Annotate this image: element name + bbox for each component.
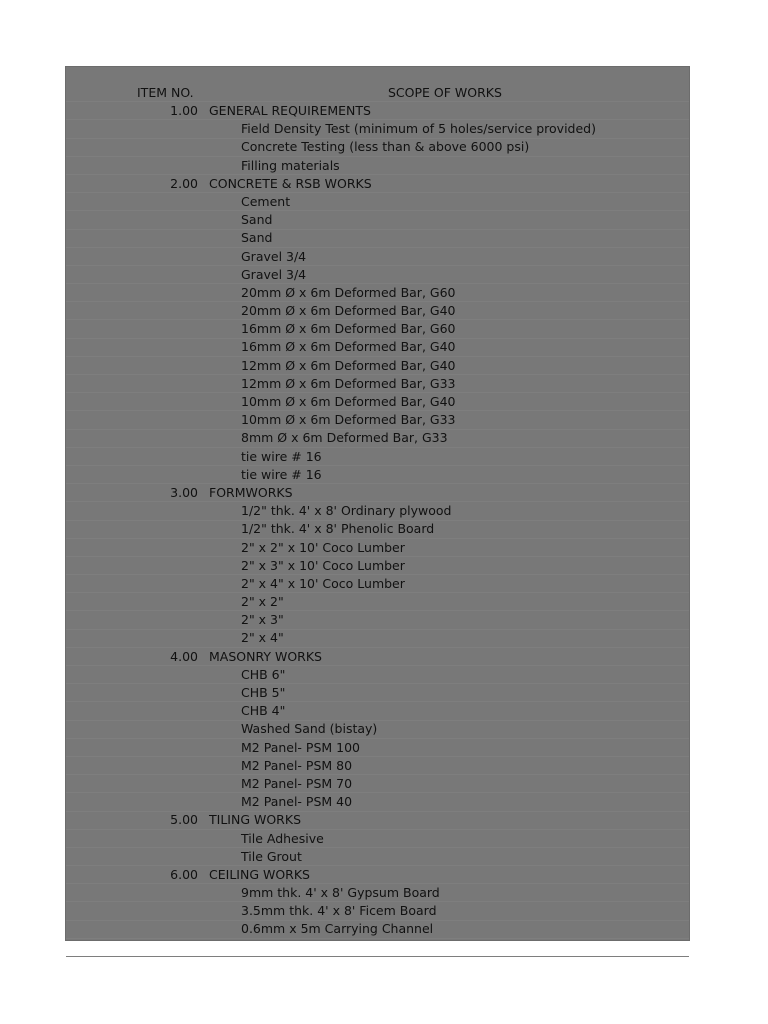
section-number: 2.00 [170,175,198,191]
item-description: 2" x 4" x 10' Coco Lumber [241,575,405,591]
item-description: Tile Adhesive [241,830,324,846]
item-row [0,393,768,411]
item-description: 10mm Ø x 6m Deformed Bar, G33 [241,412,456,428]
section-number: 4.00 [170,648,198,664]
item-description: Tile Grout [241,848,302,864]
item-description: Cement [241,193,291,209]
section-title: FORMWORKS [209,484,293,500]
item-row [0,793,768,811]
item-description: CHB 6" [241,666,286,682]
scope-rows [0,102,768,939]
item-row [0,539,768,557]
item-description: 3.5mm thk. 4' x 8' Ficem Board [241,903,437,919]
item-description: Filling materials [241,157,340,173]
item-row [0,884,768,902]
item-description: 12mm Ø x 6m Deformed Bar, G33 [241,375,456,391]
item-row [0,320,768,338]
item-description: Washed Sand (bistay) [241,721,378,737]
item-description: Sand [241,230,273,246]
item-description: Field Density Test (minimum of 5 holes/service provided) [241,121,596,137]
item-row [0,266,768,284]
item-row [0,138,768,156]
item-row [0,775,768,793]
item-description: M2 Panel- PSM 100 [241,739,361,755]
section-number: 5.00 [170,812,198,828]
section-title: GENERAL REQUIREMENTS [209,103,371,118]
item-row [0,375,768,393]
item-description: 2" x 4" [241,630,284,646]
item-description: 2" x 2" x 10' Coco Lumber [241,539,405,555]
item-description: Gravel 3/4 [241,266,307,282]
section-title: MASONRY WORKS [209,648,322,664]
item-row [0,338,768,356]
section-number: 1.00 [170,103,198,118]
item-row [0,211,768,229]
item-description: CHB 4" [241,703,286,719]
item-row [0,284,768,302]
section-number: 3.00 [170,484,198,500]
item-row [0,830,768,848]
item-row [0,757,768,775]
item-description: 2" x 3" [241,612,284,628]
item-row [0,520,768,538]
item-row [0,248,768,266]
item-description: M2 Panel- PSM 80 [241,757,353,773]
section-title: CEILING WORKS [209,866,310,882]
item-description: 20mm Ø x 6m Deformed Bar, G60 [241,284,456,300]
item-description: 20mm Ø x 6m Deformed Bar, G40 [241,303,456,319]
item-description: 8mm Ø x 6m Deformed Bar, G33 [241,430,448,446]
item-row [0,120,768,138]
item-row [0,302,768,320]
item-row [0,739,768,757]
item-row [0,502,768,520]
item-description: 1/2" thk. 4' x 8' Phenolic Board [241,521,435,537]
item-description: 1/2" thk. 4' x 8' Ordinary plywood [241,503,452,519]
item-description: 0.6mm x 5m Carrying Channel [241,921,434,937]
item-row [0,611,768,629]
item-row [0,684,768,702]
item-description: 9mm thk. 4' x 8' Gypsum Board [241,885,440,901]
item-description: Gravel 3/4 [241,248,307,264]
item-description: 16mm Ø x 6m Deformed Bar, G40 [241,339,456,355]
item-description: CHB 5" [241,685,286,700]
section-row [0,102,768,120]
item-row [0,157,768,175]
item-description: 2" x 2" [241,594,284,610]
item-row [0,448,768,466]
grid-line [66,939,689,957]
item-description: tie wire # 16 [241,448,322,464]
item-row [0,629,768,647]
section-row [0,175,768,193]
section-row [0,866,768,884]
item-no-header: ITEM NO. [137,85,194,100]
item-row [0,575,768,593]
item-row [0,466,768,484]
scope-of-works-header: SCOPE OF WORKS [388,85,502,100]
item-description: 12mm Ø x 6m Deformed Bar, G40 [241,357,456,373]
section-number: 6.00 [170,866,198,882]
item-description: Concrete Testing (less than & above 6000 psi) [241,139,530,155]
item-row [0,429,768,447]
item-row [0,411,768,429]
item-description: M2 Panel- PSM 70 [241,775,353,791]
item-description: Sand [241,212,273,228]
item-row [0,229,768,247]
item-description: tie wire # 16 [241,466,322,482]
item-row [0,593,768,611]
item-description: 10mm Ø x 6m Deformed Bar, G40 [241,394,456,409]
section-row [0,648,768,666]
item-row [0,720,768,738]
item-row [0,557,768,575]
section-row [0,484,768,502]
item-description: 16mm Ø x 6m Deformed Bar, G60 [241,321,456,337]
section-title: TILING WORKS [209,812,301,828]
item-row [0,193,768,211]
item-row [0,902,768,920]
item-row [0,920,768,938]
item-row [0,702,768,720]
item-row [0,357,768,375]
section-row [0,811,768,829]
item-description: 2" x 3" x 10' Coco Lumber [241,557,405,573]
item-row [0,848,768,866]
section-title: CONCRETE & RSB WORKS [209,175,372,191]
item-description: M2 Panel- PSM 40 [241,794,353,810]
item-row [0,666,768,684]
